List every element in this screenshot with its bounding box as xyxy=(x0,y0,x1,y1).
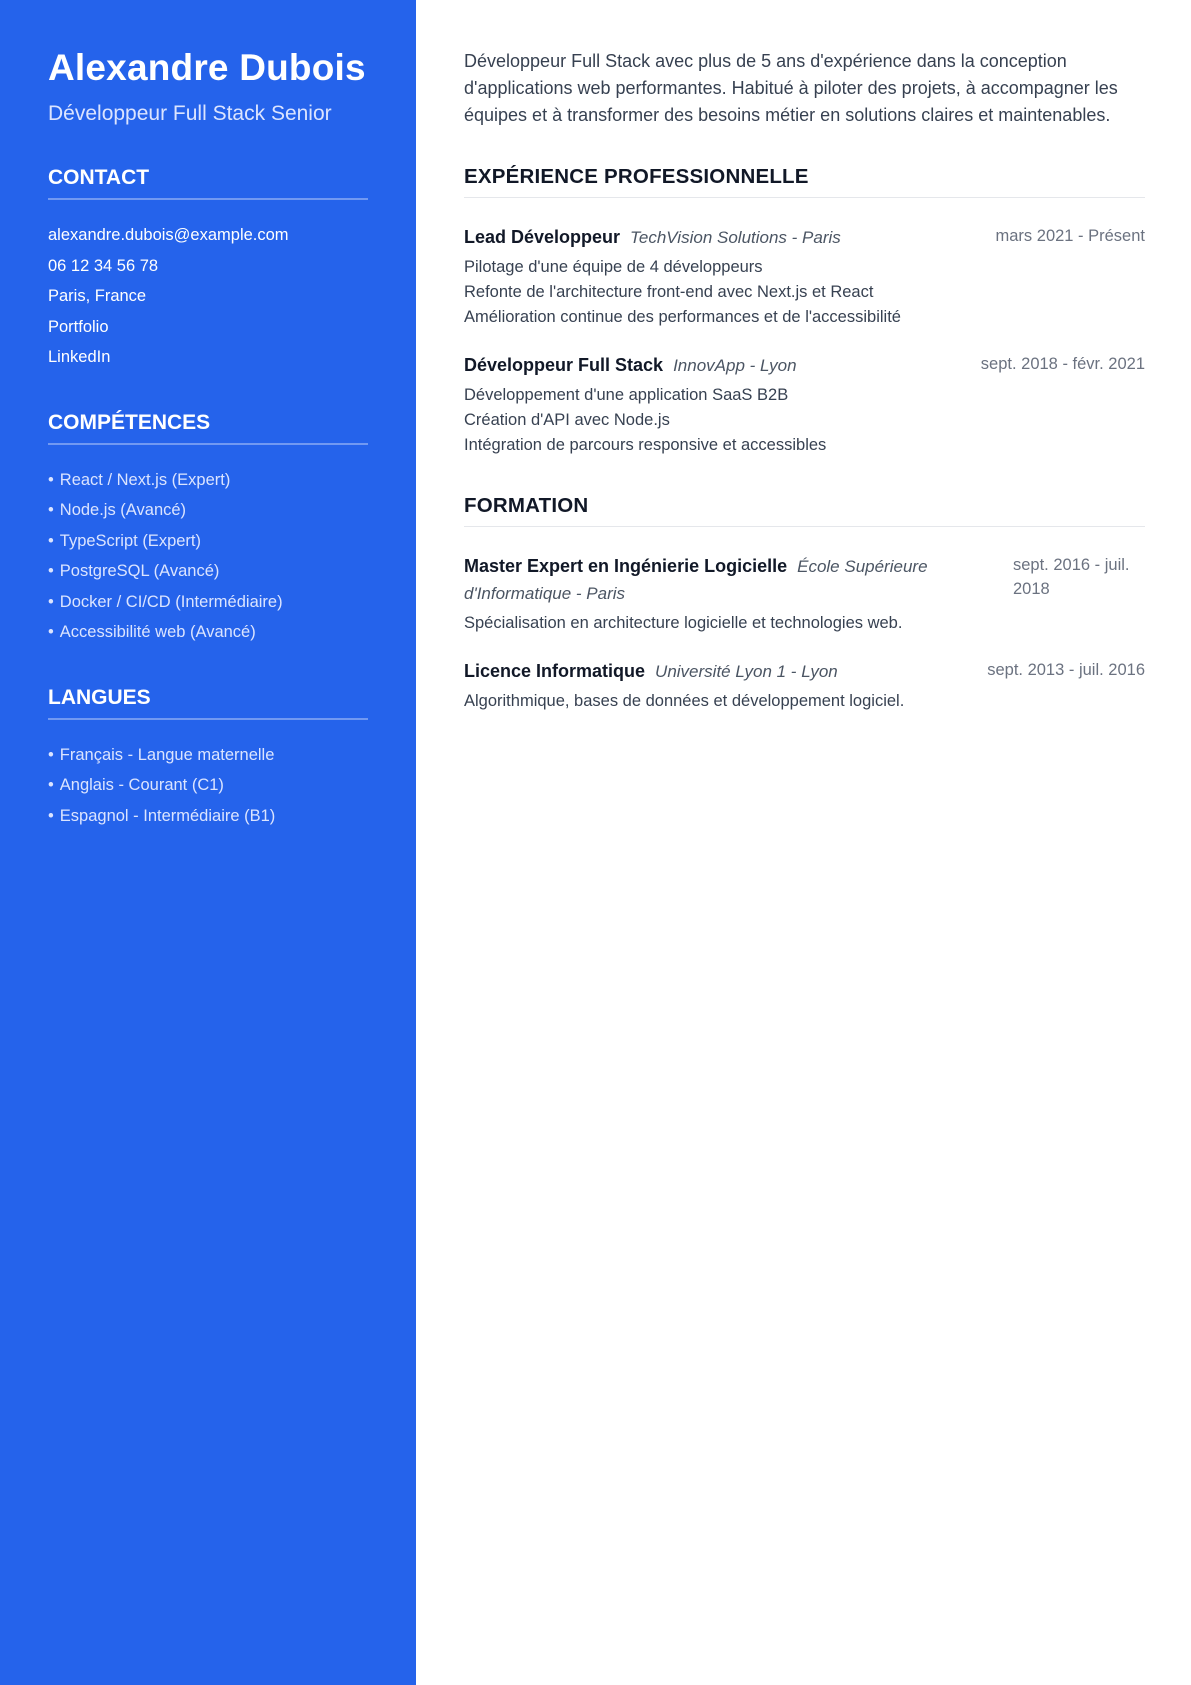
language-item: • Anglais - Courant (C1) xyxy=(48,770,368,801)
language-item: • Espagnol - Intermédiaire (B1) xyxy=(48,801,368,832)
contact-email[interactable]: alexandre.dubois@example.com xyxy=(48,226,289,244)
skills-heading: COMPÉTENCES xyxy=(48,409,368,445)
candidate-name: Alexandre Dubois xyxy=(48,47,366,88)
degree-details xyxy=(464,611,1145,636)
languages-section xyxy=(48,684,368,832)
skill-item: • React / Next.js (Expert) xyxy=(48,465,368,496)
education-section xyxy=(464,494,1145,714)
contact-location: Paris, France xyxy=(48,287,147,305)
sidebar xyxy=(0,0,416,1685)
skill-item: • Accessibilité web (Avancé) xyxy=(48,617,368,648)
experience-heading: EXPÉRIENCE PROFESSIONNELLE xyxy=(464,165,1145,198)
job-details xyxy=(464,383,1145,458)
education-entry xyxy=(464,658,1145,714)
profile-summary: Développeur Full Stack avec plus de 5 ans d'expérience dans la conception d'applications web performantes. Habitué à piloter des projets, à accompagner les équipes et à transformer des besoins métier en solutions claires et maintenables. xyxy=(464,51,1118,125)
job-detail-line: Amélioration continue des performances et de l'accessibilité xyxy=(464,308,901,326)
experience-entry xyxy=(464,224,1145,330)
skill-item: • TypeScript (Expert) xyxy=(48,526,368,557)
experience-entry xyxy=(464,352,1145,458)
job-dates: mars 2021 - Présent xyxy=(995,227,1145,245)
main-content xyxy=(416,0,1191,1685)
degree-detail-line: Algorithmique, bases de données et développement logiciel. xyxy=(464,692,905,710)
skill-item: • Docker / CI/CD (Intermédiaire) xyxy=(48,587,368,618)
job-title: Développeur Full Stack xyxy=(464,355,664,375)
contact-section xyxy=(48,164,368,373)
languages-heading: LANGUES xyxy=(48,684,368,720)
degree-dates: sept. 2013 - juil. 2016 xyxy=(987,661,1145,679)
degree-dates: sept. 2016 - juil. 2018 xyxy=(1013,556,1130,598)
job-company: TechVision Solutions - Paris xyxy=(630,228,841,247)
job-detail-line: Refonte de l'architecture front-end avec Next.js et React xyxy=(464,283,874,301)
job-detail-line: Création d'API avec Node.js xyxy=(464,411,670,429)
degree-title: Licence Informatique xyxy=(464,661,646,681)
job-detail-line: Développement d'une application SaaS B2B xyxy=(464,386,789,404)
skill-item: • Node.js (Avancé) xyxy=(48,495,368,526)
contact-list xyxy=(48,220,368,373)
contact-phone[interactable]: 06 12 34 56 78 xyxy=(48,256,159,275)
contact-portfolio-link[interactable]: Portfolio xyxy=(48,317,109,336)
degree-details xyxy=(464,689,1145,714)
degree-detail-line: Spécialisation en architecture logicielle et technologies web. xyxy=(464,614,903,632)
experience-section xyxy=(464,165,1145,458)
job-detail-line: Pilotage d'une équipe de 4 développeurs xyxy=(464,258,763,276)
contact-heading: CONTACT xyxy=(48,164,368,200)
job-company: InnovApp - Lyon xyxy=(673,356,797,375)
education-heading: FORMATION xyxy=(464,494,1145,527)
languages-list xyxy=(48,740,368,832)
skills-list xyxy=(48,465,368,648)
degree-school: Université Lyon 1 - Lyon xyxy=(655,662,838,681)
candidate-title: Développeur Full Stack Senior xyxy=(48,102,332,125)
job-detail-line: Intégration de parcours responsive et accessibles xyxy=(464,436,827,454)
degree-school: École Supérieure d'Informatique - Paris xyxy=(464,557,928,603)
degree-title: Master Expert en Ingénierie Logicielle xyxy=(464,556,788,576)
job-dates: sept. 2018 - févr. 2021 xyxy=(980,355,1145,373)
language-item: • Français - Langue maternelle xyxy=(48,740,368,771)
skills-section xyxy=(48,409,368,648)
job-details xyxy=(464,255,1145,330)
contact-linkedin-link[interactable]: LinkedIn xyxy=(48,348,111,366)
job-title: Lead Développeur xyxy=(464,227,621,247)
skill-item: • PostgreSQL (Avancé) xyxy=(48,556,368,587)
education-entry xyxy=(464,553,1145,636)
